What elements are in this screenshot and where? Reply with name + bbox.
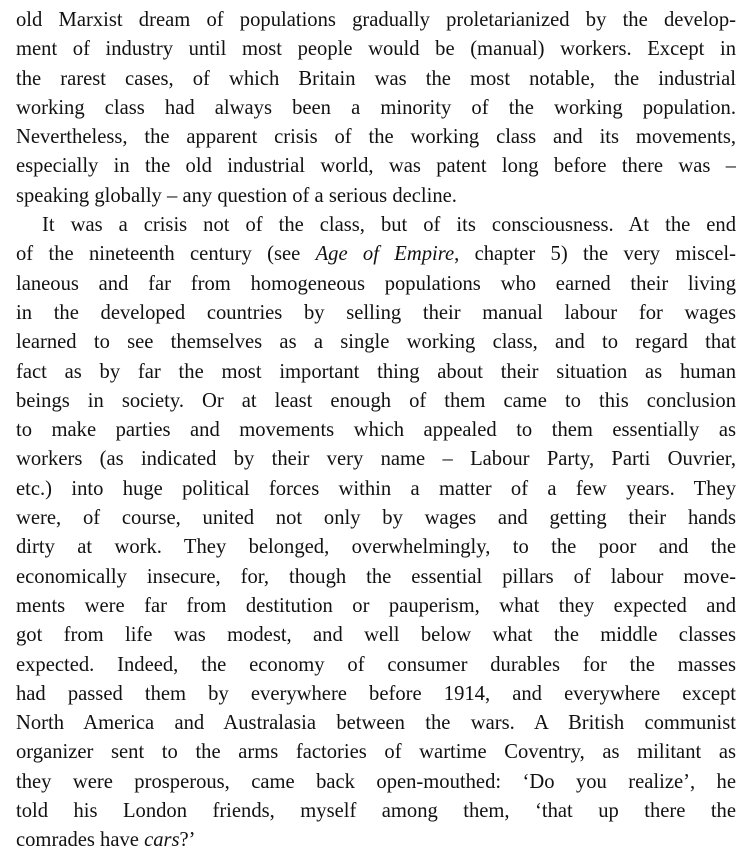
text-line: told his London friends, myself among them, ‘that up there the [16, 800, 736, 823]
text-line: had passed them by everywhere before 1914, and everywhere except [16, 682, 736, 705]
text-line: expected. Indeed, the economy of consumer durables for the masses [16, 653, 736, 676]
text-line: were, of course, united not only by wages and getting their hands [16, 507, 736, 530]
emphasis-italic: cars [144, 829, 180, 852]
text-line: economically insecure, for, though the essential pillars of labour move- [16, 565, 736, 588]
text-line: learned to see themselves as a single working class, and to regard that [16, 331, 736, 354]
paragraph-1 [16, 6, 736, 211]
text-line: fact as by far the most important thing about their situation as human [16, 360, 736, 383]
text-line: ments were far from destitution or pauperism, what they expected and [16, 594, 736, 617]
text-line: dirty at work. They belonged, overwhelmingly, to the poor and the [16, 536, 736, 559]
text-line: old Marxist dream of populations gradually proletarianized by the develop- [16, 9, 736, 31]
text-line: beings in society. Or at least enough of them came to this conclusion [16, 389, 736, 412]
text-line: to make parties and movements which appealed to them essentially as [16, 419, 736, 442]
text-line: laneous and far from homogeneous populations who earned their living [16, 272, 736, 295]
text-segment: of the nineteenth century (see [16, 243, 316, 266]
text-segment: ?’ [179, 829, 196, 852]
text-segment: , chapter 5) the very miscel- [454, 243, 736, 266]
text-line: Nevertheless, the apparent crisis of the working class and its movements, [16, 126, 736, 149]
text-line: ment of industry until most people would be (manual) workers. Except in [16, 38, 736, 61]
text-line: etc.) into huge political forces within a matter of a few years. They [16, 477, 736, 500]
text-line: workers (as indicated by their very name – Labour Party, Parti Ouvrier, [16, 448, 736, 471]
text-line: in the developed countries by selling their manual labour for wages [16, 301, 736, 324]
text-line: speaking globally – any question of a serious decline. [16, 184, 457, 207]
text-segment: comrades have [16, 829, 145, 852]
text-line [16, 240, 736, 269]
text-line: got from life was modest, and well below what the middle classes [16, 624, 736, 647]
text-line [16, 826, 736, 855]
text-line: working class had always been a minority of the working population. [16, 96, 736, 119]
text-line: North America and Australasia between the wars. A British communist [16, 712, 736, 735]
text-line: It was a crisis not of the class, but of its consciousness. At the end [42, 214, 736, 237]
text-line: the rarest cases, of which Britain was the most notable, the industrial [16, 67, 736, 90]
paragraph-2 [16, 211, 736, 856]
text-line: they were prosperous, came back open-mouthed: ‘Do you realize’, he [16, 770, 736, 793]
text-line: especially in the old industrial world, was patent long before there was – [16, 155, 736, 178]
text-line: organizer sent to the arms factories of wartime Coventry, as militant as [16, 741, 736, 764]
book-title-italic: Age of Empire [315, 243, 455, 266]
